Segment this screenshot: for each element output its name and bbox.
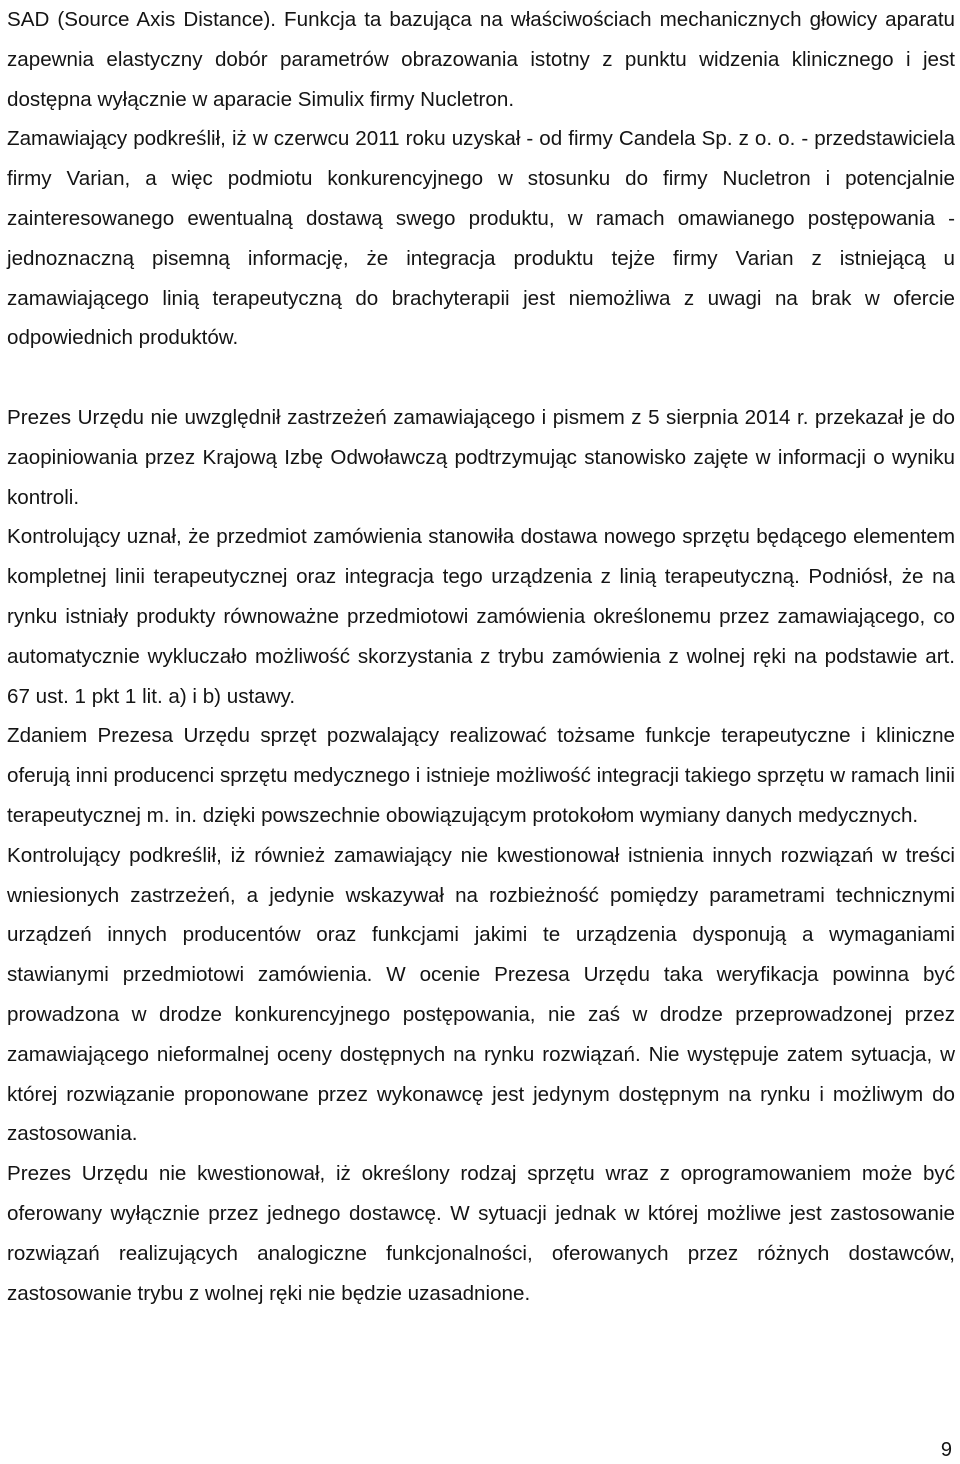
paragraph-candela-varian: Zamawiający podkreślił, iż w czerwcu 2011 roku uzyskał - od firmy Candela Sp. z o. o. - przedstawiciela firmy Varian, a więc podmiotu konkurencyjnego w stosunku do firmy Nucletron i potencjalnie zainteresowanego ewentualną dostawą swego produktu, w ramach omawianego postępowania - jednoznaczną pisemną informację, że integracja produktu tejże firmy Varian z istniejącą u zamawiającego linią terapeutyczną do brachyterapii jest niemożliwa z uwagi na brak w ofercie odpowiednich produktów. — [7, 127, 955, 350]
paragraph-president-opinion: Zdaniem Prezesa Urzędu sprzęt pozwalający realizować tożsame funkcje terapeutyczne i kliniczne oferują inni producenci sprzętu medycznego i istnieje możliwość integracji takiego sprzętu w ramach linii terapeutycznej m. in. dzięki powszechnie obowiązującym protokołom wymiany danych medycznych. — [7, 724, 955, 827]
paragraph-simulix-sad: SAD (Source Axis Distance). Funkcja ta bazująca na właściwościach mechanicznych głowicy aparatu zapewnia elastyczny dobór parametrów obrazowania istotny z punktu widzenia klinicznego i jest dostępna wyłącznie w aparacie Simulix firmy Nucletron. — [7, 8, 955, 111]
page-number: 9 — [940, 1439, 952, 1461]
paragraph-controller-emphasis: Kontrolujący podkreślił, iż również zamawiający nie kwestionował istnienia innych rozwiązań w treści wniesionych zastrzeżeń, a jedynie wskazywał na rozbieżność pomiędzy parametrami technicznymi urządzeń innych producentów oraz funkcjami jakimi te urządzenia dysponują a wymaganiami stawianymi przedmiotowi zamówienia. W ocenie Prezesa Urzędu taka weryfikacja powinna być prowadzona w drodze konkurencyjnego postępowania, nie zaś w drodze przeprowadzonej przez zamawiającego nieformalnej oceny dostępnych na rynku rozwiązań. Nie występuje zatem sytuacja, w której rozwiązanie proponowane przez wykonawcę jest jedynym dostępnym na rynku i możliwym do zastosowania. — [7, 843, 955, 1146]
paragraph-controller-finding: Kontrolujący uznał, że przedmiot zamówienia stanowiła dostawa nowego sprzętu będącego elementem kompletnej linii terapeutycznej oraz integracja tego urządzenia z linią terapeutyczną. Podniósł, że na rynku istniały produkty równoważne przedmiotowi zamówienia określonemu przez zamawiającego, co automatycznie wykluczało możliwość skorzystania z trybu zamówienia z wolnej ręki na podstawie art. 67 ust. 1 pkt 1 lit. a) i b) ustawy. — [7, 525, 955, 708]
document-body — [7, 0, 955, 1313]
paragraph-president-objection: Prezes Urzędu nie uwzględnił zastrzeżeń zamawiającego i pismem z 5 sierpnia 2014 r. przekazał je do zaopiniowania przez Krajową Izbę Odwoławczą podtrzymując stanowisko zajęte w informacji o wyniku kontroli. — [7, 405, 955, 509]
paragraph-spacer — [7, 358, 955, 398]
paragraph-president-conclusion: Prezes Urzędu nie kwestionował, iż określony rodzaj sprzętu wraz z oprogramowaniem może być oferowany wyłącznie przez jednego dostawcę. W sytuacji jednak w której możliwe jest zastosowanie rozwiązań realizujących analogiczne funkcjonalności, oferowanych przez różnych dostawców, zastosowanie trybu z wolnej ręki nie będzie uzasadnione. — [7, 1162, 955, 1305]
